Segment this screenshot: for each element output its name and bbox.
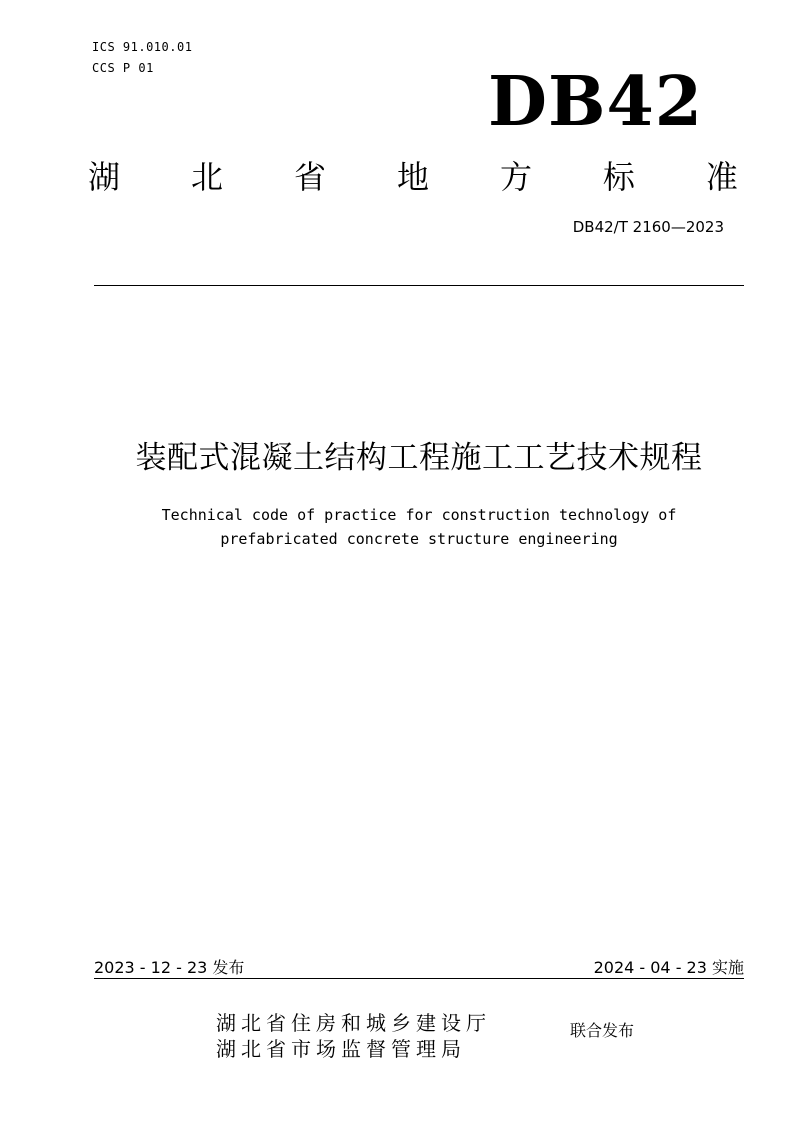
db42-logo: DB42 [488, 62, 704, 142]
standard-type-char: 省 [293, 158, 326, 196]
ics-code: ICS 91.010.01 [92, 40, 193, 54]
standard-number: DB42/T 2160—2023 [572, 218, 724, 236]
standard-type-char: 北 [190, 158, 223, 196]
issue-date: 2023 - 12 - 23 发布 [94, 958, 245, 977]
top-divider [94, 285, 744, 286]
ccs-code: CCS P 01 [92, 61, 154, 75]
title-chinese: 装配式混凝土结构工程施工工艺技术规程 [135, 440, 703, 476]
standard-type-char: 标 [602, 158, 635, 196]
title-english-line2: prefabricated concrete structure engineering [220, 530, 618, 548]
standard-type-char: 方 [499, 158, 532, 196]
title-english-line1: Technical code of practice for construction technology of [161, 506, 677, 524]
standard-type-char: 湖 [88, 158, 121, 196]
joint-issue-label: 联合发布 [570, 1021, 635, 1040]
implementation-date: 2024 - 04 - 23 实施 [593, 958, 744, 977]
standard-type-heading [88, 150, 738, 200]
standard-type-char: 地 [396, 158, 429, 196]
standard-type-char: 准 [705, 158, 738, 196]
issuer-housing-department: 湖北省住房和城乡建设厅 [216, 1011, 491, 1035]
issuer-market-regulation: 湖北省市场监督管理局 [216, 1037, 466, 1061]
bottom-divider [94, 978, 744, 979]
